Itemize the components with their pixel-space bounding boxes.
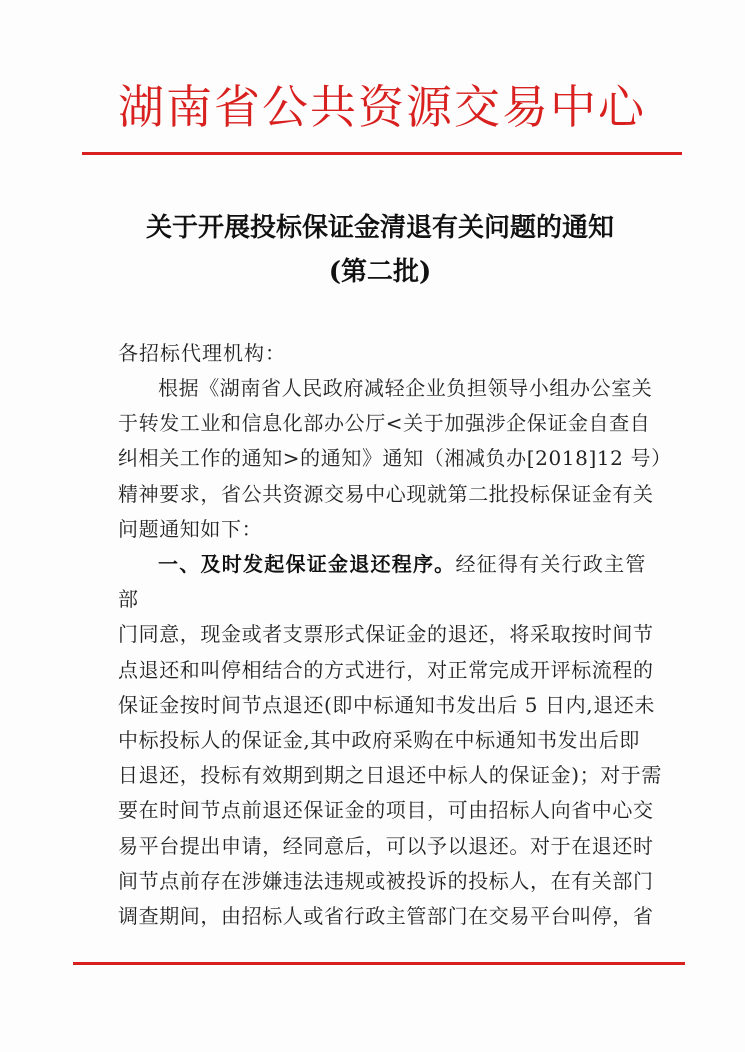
text-line: 精神要求，省公共资源交易中心现就第二批投标保证金有关 <box>118 481 654 506</box>
text-line: 中标投标人的保证金,其中政府采购在中标通知书发出后即 <box>118 728 640 753</box>
text-line: 问题通知如下： <box>118 516 263 541</box>
document-body <box>118 371 672 934</box>
document-subtitle: (第二批) <box>328 257 432 287</box>
text-line: 点退还和叫停相结合的方式进行，对正常完成开评标流程的 <box>118 657 654 682</box>
paragraph-intro <box>118 371 653 406</box>
text-line: 根据《湖南省人民政府减轻企业负担领导小组办公室关 <box>158 376 653 400</box>
paragraph-section-1-continued <box>118 617 663 934</box>
letterhead-title: 湖南省公共资源交易中心 <box>118 80 646 134</box>
paragraph-intro-continued <box>118 406 672 547</box>
text-line: 日退还，投标有效期到期之日退还中标人的保证金)；对于需 <box>118 763 663 788</box>
text-line: 要在时间节点前退还保证金的项目，可由招标人向省中心交 <box>118 798 654 823</box>
paragraph-section-1 <box>118 547 646 617</box>
section-heading: 一、及时发起保证金退还程序。 <box>158 552 456 577</box>
text-line: 保证金按时间节点退还(即中标通知书发出后 5 日内,退还未 <box>118 692 655 717</box>
text-line: 调查期间，由招标人或省行政主管部门在交易平台叫停，省 <box>118 904 654 929</box>
text-line: 于转发工业和信息化部办公厅<关于加强涉企保证金自查自 <box>118 411 651 436</box>
text-line: 易平台提出申请，经同意后，可以予以退还。对于在退还时 <box>118 833 654 858</box>
text-line: 门同意，现金或者支票形式保证金的退还，将采取按时间节 <box>118 622 654 647</box>
text-line: 经征得有关行政主管部 <box>118 552 646 612</box>
letterhead-red-rule <box>82 152 682 155</box>
footer-red-rule <box>73 962 685 965</box>
salutation: 各招标代理机构： <box>118 341 286 365</box>
text-line: 间节点前存在涉嫌违法违规或被投诉的投标人，在有关部门 <box>118 868 654 893</box>
document-title: 关于开展投标保证金清退有关问题的通知 <box>145 213 614 243</box>
text-line: 纠相关工作的通知>的通知》通知（湘减负办[2018]12 号） <box>118 446 672 471</box>
